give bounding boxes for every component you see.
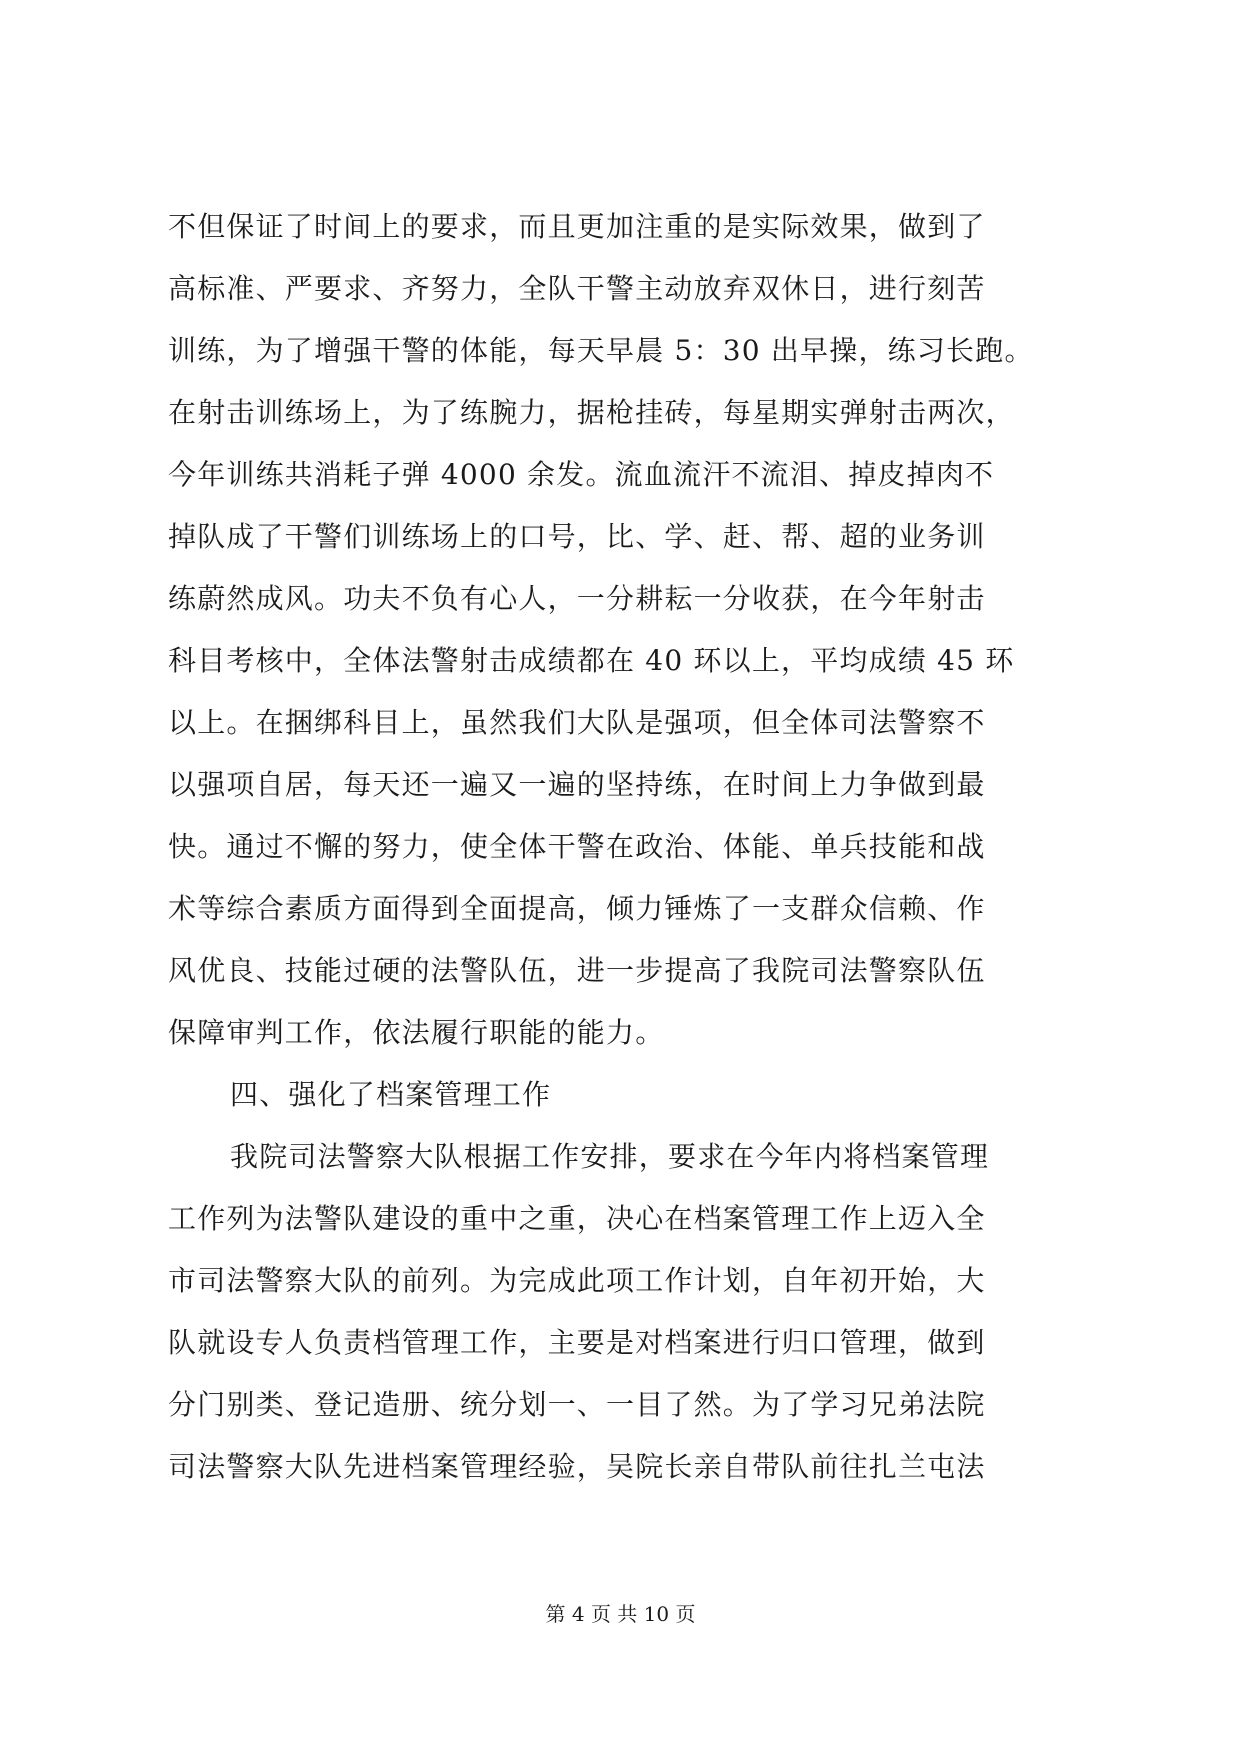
text-line: 司法警察大队先进档案管理经验，吴院长亲自带队前往扎兰屯法 — [168, 1450, 986, 1483]
section-heading: 四、强化了档案管理工作 — [230, 1078, 552, 1111]
text-line: 以上。在捆绑科目上，虽然我们大队是强项，但全体司法警察不 — [168, 706, 986, 739]
text-line: 训练，为了增强干警的体能，每天早晨 5：30 出早操，练习长跑。 — [168, 334, 1034, 367]
text-line: 掉队成了干警们训练场上的口号，比、学、赶、帮、超的业务训 — [168, 520, 986, 553]
text-line: 不但保证了时间上的要求，而且更加注重的是实际效果，做到了 — [168, 210, 986, 243]
document-body — [168, 196, 1088, 1498]
page-number-footer: 第 4 页 共 10 页 — [545, 1602, 696, 1626]
text-line: 今年训练共消耗子弹 4000 余发。流血流汗不流泪、掉皮掉肉不 — [168, 458, 995, 491]
text-line: 练蔚然成风。功夫不负有心人，一分耕耘一分收获，在今年射击 — [168, 582, 986, 615]
text-line: 保障审判工作，依法履行职能的能力。 — [168, 1016, 665, 1049]
text-line: 工作列为法警队建设的重中之重，决心在档案管理工作上迈入全 — [168, 1202, 986, 1235]
text-line: 我院司法警察大队根据工作安排，要求在今年内将档案管理 — [230, 1140, 990, 1173]
text-line: 科目考核中，全体法警射击成绩都在 40 环以上，平均成绩 45 环 — [168, 644, 1015, 677]
text-line: 快。通过不懈的努力，使全体干警在政治、体能、单兵技能和战 — [168, 830, 986, 863]
text-line: 以强项自居，每天还一遍又一遍的坚持练，在时间上力争做到最 — [168, 768, 986, 801]
text-line: 高标准、严要求、齐努力，全队干警主动放弃双休日，进行刻苦 — [168, 272, 986, 305]
text-line: 队就设专人负责档管理工作，主要是对档案进行归口管理，做到 — [168, 1326, 986, 1359]
text-line: 风优良、技能过硬的法警队伍，进一步提高了我院司法警察队伍 — [168, 954, 986, 987]
text-line: 在射击训练场上，为了练腕力，据枪挂砖，每星期实弹射击两次， — [168, 396, 1015, 429]
text-line: 市司法警察大队的前列。为完成此项工作计划，自年初开始，大 — [168, 1264, 986, 1297]
text-line: 术等综合素质方面得到全面提高，倾力锤炼了一支群众信赖、作 — [168, 892, 986, 925]
text-line: 分门别类、登记造册、统分划一、一目了然。为了学习兄弟法院 — [168, 1388, 986, 1421]
